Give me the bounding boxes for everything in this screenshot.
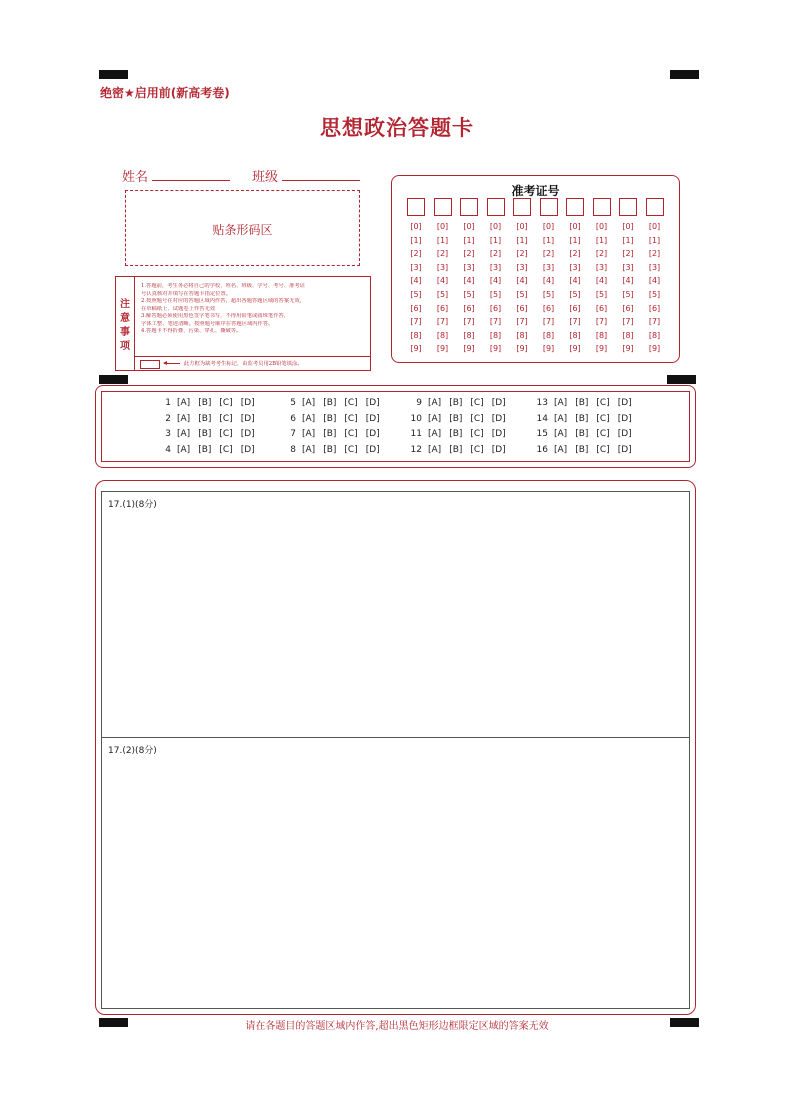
exam-id-digit-option[interactable]: [5] [410,289,422,299]
exam-id-digit-option[interactable]: [2] [648,249,661,259]
confidential-label: 绝密★启用前(新高考卷) [100,86,230,100]
exam-id-digit-option[interactable]: [7] [463,317,475,327]
question-number: 3 [165,429,171,439]
answer-option-bubble[interactable]: [C] [219,444,233,455]
answer-option-bubble[interactable]: [A] [177,429,191,439]
exam-id-write-box[interactable] [513,198,531,216]
exam-id-write-box[interactable] [434,198,452,216]
exam-id-write-box[interactable] [646,198,664,216]
exam-id-digit-option[interactable]: [2] [410,249,422,259]
exam-id-digit-option[interactable]: [1] [436,235,449,245]
question-number: 16 [536,444,548,455]
exam-id-digit-option[interactable]: [3] [489,262,502,272]
question-row [282,429,388,439]
notice-line: 2.按照题号在对应的答题区域内作答，超出各题答题区域的答案无效， [141,298,305,304]
exam-id-digit-option[interactable]: [8] [648,330,661,340]
exam-id-digit-option[interactable]: [9] [436,344,449,354]
answer-option-bubble[interactable]: [D] [240,398,255,408]
exam-id-digit-option[interactable]: [0] [516,222,528,231]
exam-id-column [460,198,478,356]
exam-id-digit-option[interactable]: [8] [622,330,634,340]
answer-option-bubble[interactable]: [C] [470,444,484,455]
exam-id-digit-option[interactable]: [0] [489,222,502,231]
question-row [534,398,640,408]
answer-option-bubble[interactable]: [C] [219,398,233,408]
answer-option-bubble[interactable]: [D] [365,398,380,408]
exam-id-digit-option[interactable]: [7] [542,317,555,327]
question-17-1-label: 17.(1)(8分) [108,500,157,510]
answer-option-bubble[interactable]: [D] [240,429,255,439]
alignment-marker-top-left [99,70,128,79]
answer-option-bubble[interactable]: [D] [240,444,255,455]
notice-heading-char: 注 [120,299,130,310]
answer-option-bubble[interactable]: [B] [575,429,589,439]
answer-option-bubble[interactable]: [B] [449,398,463,408]
answer-option-bubble[interactable]: [C] [470,413,484,424]
exam-id-write-box[interactable] [460,198,478,216]
exam-id-digit-option[interactable]: [4] [410,276,422,286]
exam-id-digit-option[interactable]: [1] [542,235,555,245]
answer-option-bubble[interactable]: [B] [198,444,212,455]
exam-id-digit-option[interactable]: [6] [516,303,528,313]
answer-option-bubble[interactable]: [B] [449,444,463,455]
question-row [282,445,388,455]
exam-id-digit-option[interactable]: [4] [622,276,634,286]
exam-id-digit-option[interactable]: [9] [410,344,422,354]
exam-id-box [391,175,680,363]
exam-id-digit-option[interactable]: [1] [516,235,528,245]
notice-body [141,283,366,336]
exam-id-digit-option[interactable]: [9] [595,344,608,354]
answer-option-bubble[interactable]: [A] [554,413,568,424]
exam-id-digit-option[interactable]: [2] [569,249,581,259]
answer-option-bubble[interactable]: [D] [491,444,506,455]
exam-id-digit-option[interactable]: [0] [436,222,449,231]
question-row [534,429,640,439]
answer-option-bubble[interactable]: [B] [575,444,589,455]
exam-id-digit-option[interactable]: [0] [622,222,634,231]
barcode-area [125,190,360,266]
exam-id-digit-option[interactable]: [3] [622,262,634,272]
exam-id-digit-option[interactable]: [6] [489,303,502,313]
notice-heading-char: 意 [120,313,130,324]
exam-id-digit-option[interactable]: [3] [569,262,581,272]
question-row [534,445,640,455]
exam-id-digit-option[interactable]: [1] [648,235,661,245]
answer-option-bubble[interactable]: [D] [617,444,632,455]
question-row [408,414,514,424]
exam-id-write-box[interactable] [487,198,505,216]
question-number: 1 [165,398,171,408]
alignment-marker-mid-left [99,375,128,384]
answer-option-bubble[interactable]: [D] [491,398,506,408]
arrow-left-icon [164,363,180,364]
exam-id-digit-option[interactable]: [5] [648,289,661,299]
answer-option-bubble[interactable]: [A] [428,413,442,424]
answer-option-bubble[interactable]: [C] [470,398,484,408]
answer-option-bubble[interactable]: [A] [428,398,442,408]
notice-line: 4.答题卡不得折叠、污染、穿孔、撕破等。 [141,328,242,334]
notice-heading [116,277,135,370]
question-number: 14 [536,413,548,424]
exam-id-digit-option[interactable]: [1] [463,235,475,245]
exam-id-digit-option[interactable]: [5] [542,289,555,299]
answer-option-bubble[interactable]: [C] [344,398,358,408]
exam-id-digit-option[interactable]: [3] [542,262,555,272]
answer-option-bubble[interactable]: [A] [177,444,191,455]
exam-id-column [434,198,452,356]
exam-id-digit-option[interactable]: [8] [410,330,422,340]
exam-id-digit-option[interactable]: [0] [595,222,608,231]
notice-line: 3.解答题必须使用黑色签字笔书写，不得用铅笔或圆珠笔作答， [141,313,290,319]
answer-option-bubble[interactable]: [C] [344,444,358,455]
answer-option-bubble[interactable]: [C] [470,429,484,439]
exam-id-digit-option[interactable]: [3] [410,262,422,272]
exam-id-write-box[interactable] [619,198,637,216]
exam-id-digit-option[interactable]: [5] [622,289,634,299]
answer-option-bubble[interactable]: [A] [554,398,568,408]
answer-option-bubble[interactable]: [C] [596,429,610,439]
exam-id-column [619,198,637,356]
question-number: 2 [165,413,171,424]
page-title: 思想政治答题卡 [320,116,474,140]
exam-id-digit-option[interactable]: [7] [410,317,422,327]
question-row [282,398,388,408]
answer-option-bubble[interactable]: [A] [302,444,316,455]
answer-option-bubble[interactable]: [D] [365,413,380,424]
answer-option-bubble[interactable]: [A] [302,429,316,439]
answer-option-bubble[interactable]: [A] [428,444,442,455]
exam-id-digit-option[interactable]: [2] [595,249,608,259]
notice-line: 号认真核对并填写在答题卡指定位置。 [141,290,232,297]
question-number: 15 [536,429,548,439]
exam-id-digit-option[interactable]: [4] [542,276,555,286]
answer-option-bubble[interactable]: [D] [617,413,632,424]
exam-id-digit-option[interactable]: [7] [436,317,449,327]
notice-line: 字体工整、笔迹清晰。按照题号顺序在答题区域内作答。 [141,320,274,327]
question-number: 8 [290,444,296,455]
exam-id-digit-option[interactable]: [4] [648,276,661,286]
answer-option-bubble[interactable]: [C] [344,413,358,424]
notice-heading-char: 事 [120,327,130,338]
question-number: 10 [410,413,422,424]
answer-option-bubble[interactable]: [A] [177,398,191,408]
notice-line: 1.答题前，考生务必将自己的学校、姓名、班级、学号、考号、准考证 [141,283,305,289]
answer-option-bubble[interactable]: [D] [240,413,255,424]
question-row [157,398,263,408]
answer-option-bubble[interactable]: [B] [323,429,337,439]
answer-option-bubble[interactable]: [D] [365,429,380,439]
exam-id-digit-option[interactable]: [1] [410,235,422,245]
exam-id-digit-option[interactable]: [7] [622,317,634,327]
exam-id-digit-option[interactable]: [2] [542,249,555,259]
exam-id-column [593,198,611,356]
answer-option-bubble[interactable]: [A] [302,413,316,424]
exam-id-column [566,198,584,356]
exam-id-digit-option[interactable]: [0] [410,222,422,231]
exam-id-digit-option[interactable]: [8] [542,330,555,340]
exam-id-digit-option[interactable]: [8] [489,330,502,340]
alignment-marker-mid-right [667,375,696,384]
exam-id-digit-option[interactable]: [9] [516,344,528,354]
exam-id-digit-option[interactable]: [3] [648,262,661,272]
exam-id-title: 准考证号 [511,184,560,198]
question-row [408,445,514,455]
exam-id-digit-option[interactable]: [6] [595,303,608,313]
exam-id-digit-option[interactable]: [5] [595,289,608,299]
exam-id-digit-option[interactable]: [9] [489,344,502,354]
exam-id-digit-option[interactable]: [6] [542,303,555,313]
question-number: 6 [290,413,296,424]
answer-section [95,480,696,1015]
absent-mark-row [134,356,370,371]
answer-option-bubble[interactable]: [B] [449,413,463,424]
exam-id-digit-option[interactable]: [6] [569,303,581,313]
answer-option-bubble[interactable]: [A] [554,429,568,439]
answer-option-bubble[interactable]: [D] [491,429,506,439]
exam-id-write-box[interactable] [566,198,584,216]
notice-box [115,276,371,371]
exam-id-digit-option[interactable]: [1] [595,235,608,245]
exam-id-digit-option[interactable]: [1] [489,235,502,245]
exam-id-digit-option[interactable]: [5] [569,289,581,299]
name-field[interactable] [152,180,230,181]
exam-id-digit-option[interactable]: [0] [463,222,475,231]
question-number: 4 [165,444,171,455]
answer-option-bubble[interactable]: [C] [219,429,233,439]
notice-line: 在草稿纸上、试题卷上作答无效 [141,305,216,312]
alignment-marker-top-right [670,70,699,79]
answer-option-bubble[interactable]: [D] [365,444,380,455]
answer-option-bubble[interactable]: [D] [617,429,632,439]
question-row [157,429,263,439]
exam-id-digit-option[interactable]: [9] [648,344,661,354]
answer-option-bubble[interactable]: [B] [575,413,589,424]
exam-id-column [646,198,664,356]
exam-id-digit-option[interactable]: [4] [436,276,449,286]
question-row [282,414,388,424]
exam-id-digit-option[interactable]: [6] [436,303,449,313]
question-number: 7 [290,429,296,439]
exam-id-digit-option[interactable]: [5] [516,289,528,299]
exam-id-digit-option[interactable]: [9] [622,344,634,354]
exam-id-column [487,198,505,356]
exam-id-digit-option[interactable]: [7] [648,317,661,327]
exam-id-write-box[interactable] [540,198,558,216]
exam-id-digit-option[interactable]: [4] [516,276,528,286]
exam-id-digit-option[interactable]: [0] [569,222,581,231]
question-row [408,398,514,408]
exam-id-digit-option[interactable]: [8] [463,330,475,340]
question-row [408,429,514,439]
exam-id-digit-option[interactable]: [3] [436,262,449,272]
exam-id-column [540,198,558,356]
question-17-2-label: 17.(2)(8分) [108,746,157,756]
exam-id-digit-option[interactable]: [4] [463,276,475,286]
answer-option-bubble[interactable]: [B] [198,398,212,408]
absent-mark-note: 此方框为缺考考生标记，由监考员用2B铅笔填涂。 [184,361,303,367]
exam-id-digit-option[interactable]: [3] [516,262,528,272]
answer-option-bubble[interactable]: [D] [491,413,506,424]
answer-option-bubble[interactable]: [B] [198,413,212,424]
answer-option-bubble[interactable]: [B] [323,413,337,424]
notice-heading-char: 项 [120,341,130,352]
answer-option-bubble[interactable]: [B] [198,429,212,439]
exam-id-digit-option[interactable]: [8] [516,330,528,340]
answer-divider [102,737,689,738]
exam-id-digit-option[interactable]: [8] [569,330,581,340]
answer-option-bubble[interactable]: [B] [323,444,337,455]
exam-id-digit-option[interactable]: [7] [489,317,502,327]
question-number: 5 [290,398,296,408]
question-number: 12 [410,444,422,455]
exam-id-digit-option[interactable]: [9] [463,344,475,354]
answer-option-bubble[interactable]: [A] [554,444,568,455]
exam-id-digit-option[interactable]: [1] [622,235,634,245]
answer-option-bubble[interactable]: [A] [302,398,316,408]
exam-id-digit-option[interactable]: [6] [622,303,634,313]
exam-id-digit-option[interactable]: [7] [516,317,528,327]
answer-option-bubble[interactable]: [B] [323,398,337,408]
multiple-choice-grid [101,391,690,462]
exam-id-digit-option[interactable]: [3] [595,262,608,272]
name-label: 姓名 [122,170,149,185]
exam-id-digit-option[interactable]: [0] [648,222,661,231]
exam-id-digit-option[interactable]: [8] [436,330,449,340]
exam-id-digit-option[interactable]: [4] [595,276,608,286]
answer-option-bubble[interactable]: [C] [596,413,610,424]
exam-id-digit-option[interactable]: [8] [595,330,608,340]
exam-id-digit-option[interactable]: [2] [489,249,502,259]
exam-id-digit-option[interactable]: [5] [436,289,449,299]
exam-id-digit-option[interactable]: [2] [622,249,634,259]
class-label: 班级 [252,170,279,185]
exam-id-digit-option[interactable]: [2] [463,249,475,259]
question-row [157,445,263,455]
answer-option-bubble[interactable]: [C] [596,444,610,455]
exam-id-digit-option[interactable]: [5] [463,289,475,299]
exam-id-digit-option[interactable]: [0] [542,222,555,231]
exam-id-digit-option[interactable]: [4] [489,276,502,286]
barcode-label: 贴条形码区 [212,223,273,237]
exam-id-digit-option[interactable]: [7] [569,317,581,327]
footer-note: 请在各题目的答题区域内作答,超出黑色矩形边框限定区域的答案无效 [245,1021,549,1032]
answer-box[interactable] [101,491,690,1009]
exam-id-write-box[interactable] [593,198,611,216]
answer-option-bubble[interactable]: [B] [449,429,463,439]
answer-option-bubble[interactable]: [C] [596,398,610,408]
exam-id-column [407,198,425,356]
exam-id-digit-option[interactable]: [6] [648,303,661,313]
exam-id-write-box[interactable] [407,198,425,216]
exam-id-digit-option[interactable]: [2] [436,249,449,259]
answer-option-bubble[interactable]: [C] [219,413,233,424]
exam-id-digit-option[interactable]: [1] [569,235,581,245]
exam-id-digit-option[interactable]: [6] [463,303,475,313]
question-row [157,414,263,424]
exam-id-digit-option[interactable]: [4] [569,276,581,286]
class-field[interactable] [282,180,360,181]
exam-id-digit-option[interactable]: [2] [516,249,528,259]
answer-option-bubble[interactable]: [A] [177,413,191,424]
exam-id-digit-option[interactable]: [9] [542,344,555,354]
answer-option-bubble[interactable]: [C] [344,429,358,439]
question-number: 11 [410,429,422,439]
exam-id-digit-option[interactable]: [5] [489,289,502,299]
exam-id-digit-option[interactable]: [6] [410,303,422,313]
answer-option-bubble[interactable]: [B] [575,398,589,408]
absent-mark-box[interactable] [140,360,160,369]
exam-id-digit-option[interactable]: [3] [463,262,475,272]
question-row [534,414,640,424]
exam-id-digit-option[interactable]: [7] [595,317,608,327]
answer-option-bubble[interactable]: [D] [617,398,632,408]
exam-id-digit-option[interactable]: [9] [569,344,581,354]
question-number: 9 [416,398,422,408]
multiple-choice-section [95,385,696,468]
answer-option-bubble[interactable]: [A] [428,429,442,439]
exam-id-column [513,198,531,356]
question-number: 13 [536,398,548,408]
